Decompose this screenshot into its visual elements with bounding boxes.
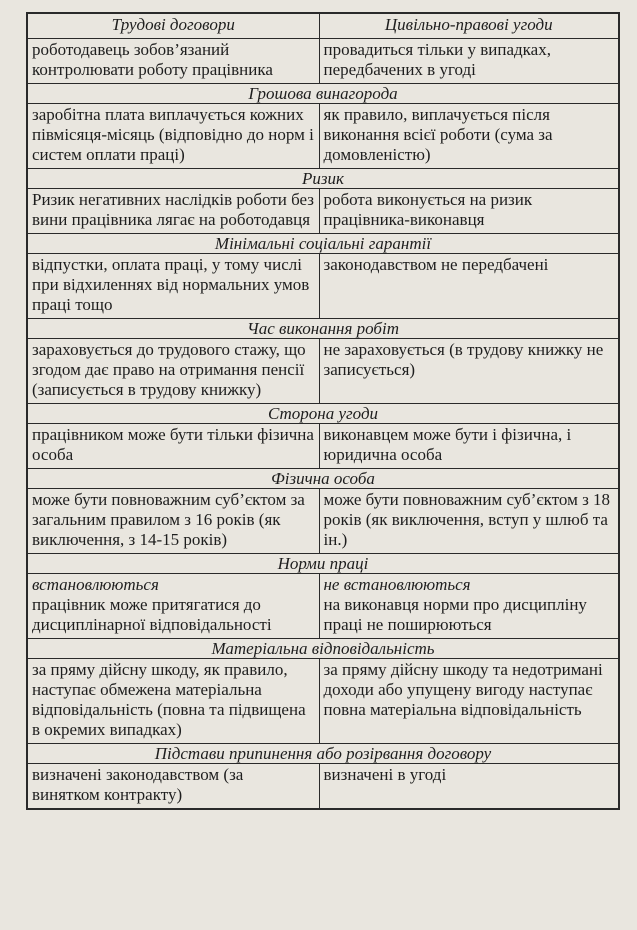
section-heading-row bbox=[27, 639, 619, 659]
section-heading-row bbox=[27, 469, 619, 489]
cell-left bbox=[27, 574, 319, 639]
section-title: Норми праці bbox=[27, 554, 619, 574]
cell-right bbox=[319, 574, 619, 639]
cell-right: визначені в угоді bbox=[319, 764, 619, 810]
section-title: Сторона угоди bbox=[27, 404, 619, 424]
table-row bbox=[27, 104, 619, 169]
comparison-page bbox=[26, 12, 620, 810]
cell-emphasis: не встановлюються bbox=[323, 575, 471, 594]
section-heading-row bbox=[27, 84, 619, 104]
section-title: Підстави припинення або розірвання договору bbox=[27, 744, 619, 764]
comparison-table bbox=[26, 12, 620, 810]
table-row bbox=[27, 189, 619, 234]
cell-right: законодавством не передбачені bbox=[319, 254, 619, 319]
table-row bbox=[27, 574, 619, 639]
table-row bbox=[27, 659, 619, 744]
section-heading-row bbox=[27, 744, 619, 764]
cell-text: працівник може притягатися до дисциплінарної відповідальності bbox=[32, 595, 272, 634]
section-heading-row bbox=[27, 404, 619, 424]
cell-left: відпустки, оплата праці, у тому числі при відхиленнях від нормальних умов праці тощо bbox=[27, 254, 319, 319]
section-title: Фізична особа bbox=[27, 469, 619, 489]
cell-left: Ризик негативних наслідків роботи без вини працівника лягає на роботодавця bbox=[27, 189, 319, 234]
section-title: Грошова винагорода bbox=[27, 84, 619, 104]
header-labor-contracts: Трудові договори bbox=[27, 13, 319, 39]
table-row bbox=[27, 764, 619, 810]
cell-right: не зараховується (в трудову книжку не записується) bbox=[319, 339, 619, 404]
section-title: Ризик bbox=[27, 169, 619, 189]
section-heading-row bbox=[27, 319, 619, 339]
table-row bbox=[27, 424, 619, 469]
cell-emphasis: встановлюються bbox=[32, 575, 159, 594]
table-row bbox=[27, 489, 619, 554]
table-row bbox=[27, 254, 619, 319]
cell-left: може бути повноважним суб’єктом за загальним правилом з 16 років (як виключення, з 14-15 років) bbox=[27, 489, 319, 554]
table-header-row bbox=[27, 13, 619, 39]
table-row bbox=[27, 39, 619, 84]
section-title: Матеріальна відповідальність bbox=[27, 639, 619, 659]
cell-right: як правило, виплачується після виконання всієї роботи (сума за домовленістю) bbox=[319, 104, 619, 169]
cell-left: роботодавець зобов’язаний контролювати роботу працівника bbox=[27, 39, 319, 84]
cell-right: виконавцем може бути і фізична, і юридична особа bbox=[319, 424, 619, 469]
cell-right: може бути повноважним суб’єктом з 18 років (як виключення, вступ у шлюб та ін.) bbox=[319, 489, 619, 554]
cell-right: робота виконується на ризик працівника-виконавця bbox=[319, 189, 619, 234]
cell-text: на виконавця норми про дисципліну праці не поширюються bbox=[323, 595, 587, 634]
cell-left: за пряму дійсну шкоду, як правило, наступає обмежена матеріальна відповідальність (повна та підвищена в окремих випадках) bbox=[27, 659, 319, 744]
cell-left: працівником може бути тільки фізична особа bbox=[27, 424, 319, 469]
header-civil-agreements: Цивільно-правові угоди bbox=[319, 13, 619, 39]
section-heading-row bbox=[27, 554, 619, 574]
cell-left: заробітна плата виплачується кожних півмісяця-місяць (відповідно до норм і систем оплати праці) bbox=[27, 104, 319, 169]
section-heading-row bbox=[27, 169, 619, 189]
section-title: Мінімальні соціальні гарантії bbox=[27, 234, 619, 254]
cell-right: провадиться тільки у випадках, передбачених в угоді bbox=[319, 39, 619, 84]
section-heading-row bbox=[27, 234, 619, 254]
table-row bbox=[27, 339, 619, 404]
cell-right: за пряму дійсну шкоду та недотримані доходи або упущену вигоду наступає повна матеріальна відповідальність bbox=[319, 659, 619, 744]
cell-left: визначені законодавством (за винятком контракту) bbox=[27, 764, 319, 810]
section-title: Час виконання робіт bbox=[27, 319, 619, 339]
cell-left: зараховується до трудового стажу, що згодом дає право на отримання пенсії (записується в трудову книжку) bbox=[27, 339, 319, 404]
